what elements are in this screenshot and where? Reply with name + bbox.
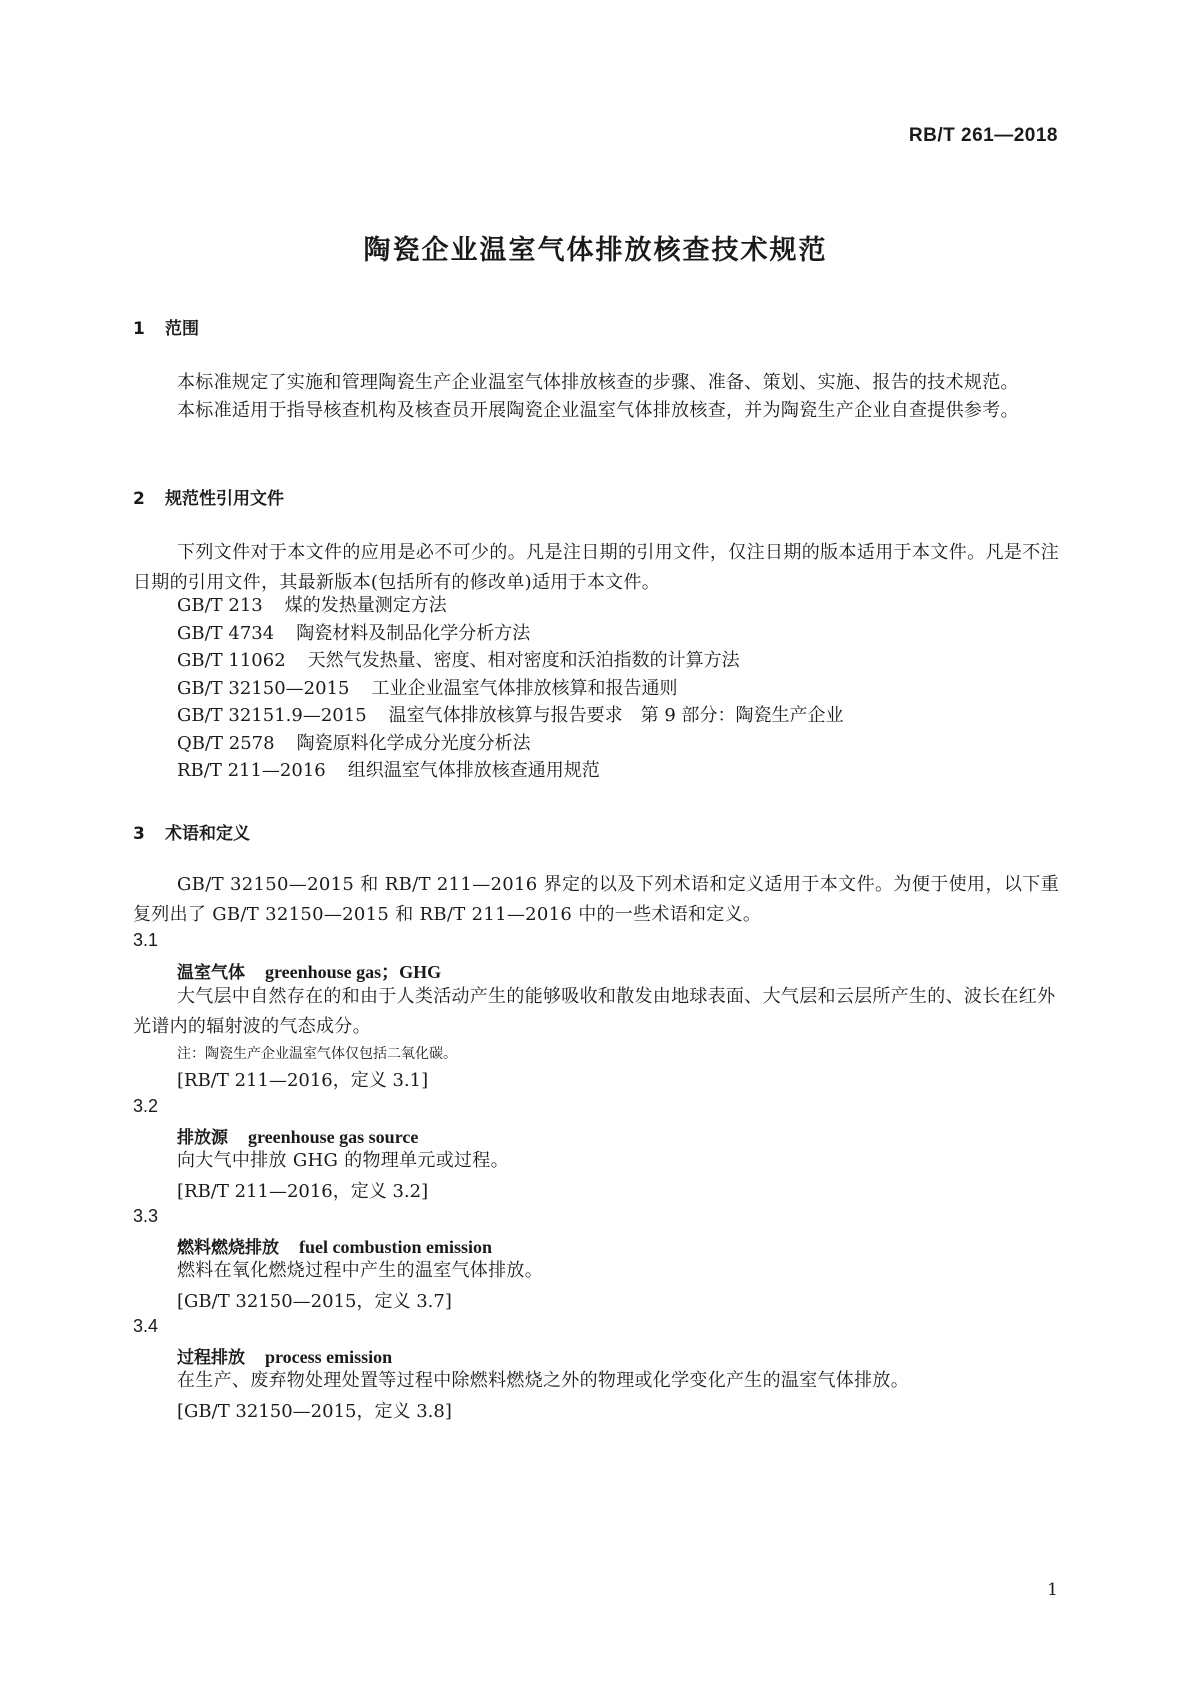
- page-number: 1: [1047, 1580, 1058, 1600]
- term-heading: [177, 1343, 392, 1368]
- section-number: 3: [133, 824, 145, 844]
- section-2-heading: [133, 484, 284, 509]
- term-en: process emission: [265, 1347, 393, 1367]
- reference-code: QB/T 2578: [177, 733, 275, 754]
- term-zh: 温室气体: [177, 963, 245, 983]
- term-zh: 过程排放: [177, 1348, 245, 1368]
- section-3-heading: [133, 819, 250, 844]
- reference-code: GB/T 32150—2015: [177, 678, 350, 699]
- term-source: [GB/T 32150—2015，定义 3.7]: [177, 1291, 452, 1312]
- reference-code: GB/T 213: [177, 595, 263, 616]
- reference-title: 陶瓷材料及制品化学分析方法: [296, 623, 531, 644]
- reference-item: [177, 757, 600, 785]
- reference-title: 天然气发热量、密度、相对密度和沃泊指数的计算方法: [307, 650, 740, 671]
- reference-item: [177, 647, 740, 675]
- term-heading: [177, 1123, 418, 1148]
- term-definition: 在生产、废弃物处理处置等过程中除燃料燃烧之外的物理或化学变化产生的温室气体排放。: [177, 1370, 909, 1391]
- term-source: [RB/T 211—2016，定义 3.2]: [177, 1181, 429, 1202]
- reference-item: [177, 592, 447, 620]
- term-definition: 燃料在氧化燃烧过程中产生的温室气体排放。: [177, 1260, 543, 1281]
- term-number: 3.3: [133, 1206, 159, 1226]
- term-number: 3.2: [133, 1096, 159, 1116]
- reference-code: RB/T 211—2016: [177, 760, 326, 781]
- term-heading: [177, 1233, 492, 1258]
- term-number: 3.1: [133, 930, 159, 950]
- document-title: 陶瓷企业温室气体排放核查技术规范: [363, 235, 828, 266]
- paragraph: 本标准适用于指导核查机构及核查员开展陶瓷企业温室气体排放核查，并为陶瓷生产企业自查提供参考。: [177, 400, 1019, 421]
- reference-item: [177, 730, 531, 758]
- term-definition: 向大气中排放 GHG 的物理单元或过程。: [177, 1150, 509, 1171]
- term-note: 注：陶瓷生产企业温室气体仅包括二氧化碳。: [177, 1046, 457, 1062]
- term-en: fuel combustion emission: [299, 1237, 493, 1257]
- paragraph: GB/T 32150—2015 和 RB/T 211—2016 界定的以及下列术语和定义适用于本文件。为便于使用，以下重复列出了 GB/T 32150—2015 和 RB/T 211—2016 中的一些术语和定义。: [133, 874, 1059, 925]
- term-source: [GB/T 32150—2015，定义 3.8]: [177, 1401, 452, 1422]
- section-1-heading: [133, 314, 199, 339]
- term-en: greenhouse gas；GHG: [265, 962, 442, 982]
- section-number: 2: [133, 489, 145, 509]
- reference-title: 工业企业温室气体排放核算和报告通则: [371, 678, 678, 699]
- paragraph: 下列文件对于本文件的应用是必不可少的。凡是注日期的引用文件，仅注日期的版本适用于本文件。凡是不注日期的引用文件，其最新版本(包括所有的修改单)适用于本文件。: [133, 542, 1059, 593]
- reference-code: GB/T 32151.9—2015: [177, 705, 367, 726]
- term-zh: 排放源: [177, 1128, 228, 1148]
- term-number: 3.4: [133, 1316, 159, 1336]
- reference-title: 组织温室气体排放核查通用规范: [347, 760, 600, 781]
- reference-title: 煤的发热量测定方法: [284, 595, 447, 616]
- term-heading: [177, 958, 441, 984]
- standard-code: RB/T 261—2018: [908, 125, 1058, 146]
- reference-title: 温室气体排放核算与报告要求 第 9 部分：陶瓷生产企业: [388, 705, 844, 726]
- reference-item: [177, 620, 530, 648]
- reference-code: GB/T 4734: [177, 623, 275, 644]
- term-definition: 大气层中自然存在的和由于人类活动产生的能够吸收和散发由地球表面、大气层和云层所产生的、波长在红外光谱内的辐射波的气态成分。: [133, 986, 1056, 1037]
- reference-item: [177, 675, 677, 703]
- reference-item: [177, 702, 844, 730]
- reference-title: 陶瓷原料化学成分光度分析法: [296, 733, 531, 754]
- paragraph: 本标准规定了实施和管理陶瓷生产企业温室气体排放核查的步骤、准备、策划、实施、报告的技术规范。: [177, 372, 1019, 393]
- section-title: 规范性引用文件: [165, 489, 284, 509]
- section-title: 范围: [165, 319, 199, 339]
- term-source: [RB/T 211—2016，定义 3.1]: [177, 1070, 429, 1091]
- term-en: greenhouse gas source: [248, 1127, 419, 1147]
- section-title: 术语和定义: [165, 824, 250, 844]
- term-zh: 燃料燃烧排放: [177, 1238, 279, 1258]
- reference-code: GB/T 11062: [177, 650, 286, 671]
- section-number: 1: [133, 319, 145, 339]
